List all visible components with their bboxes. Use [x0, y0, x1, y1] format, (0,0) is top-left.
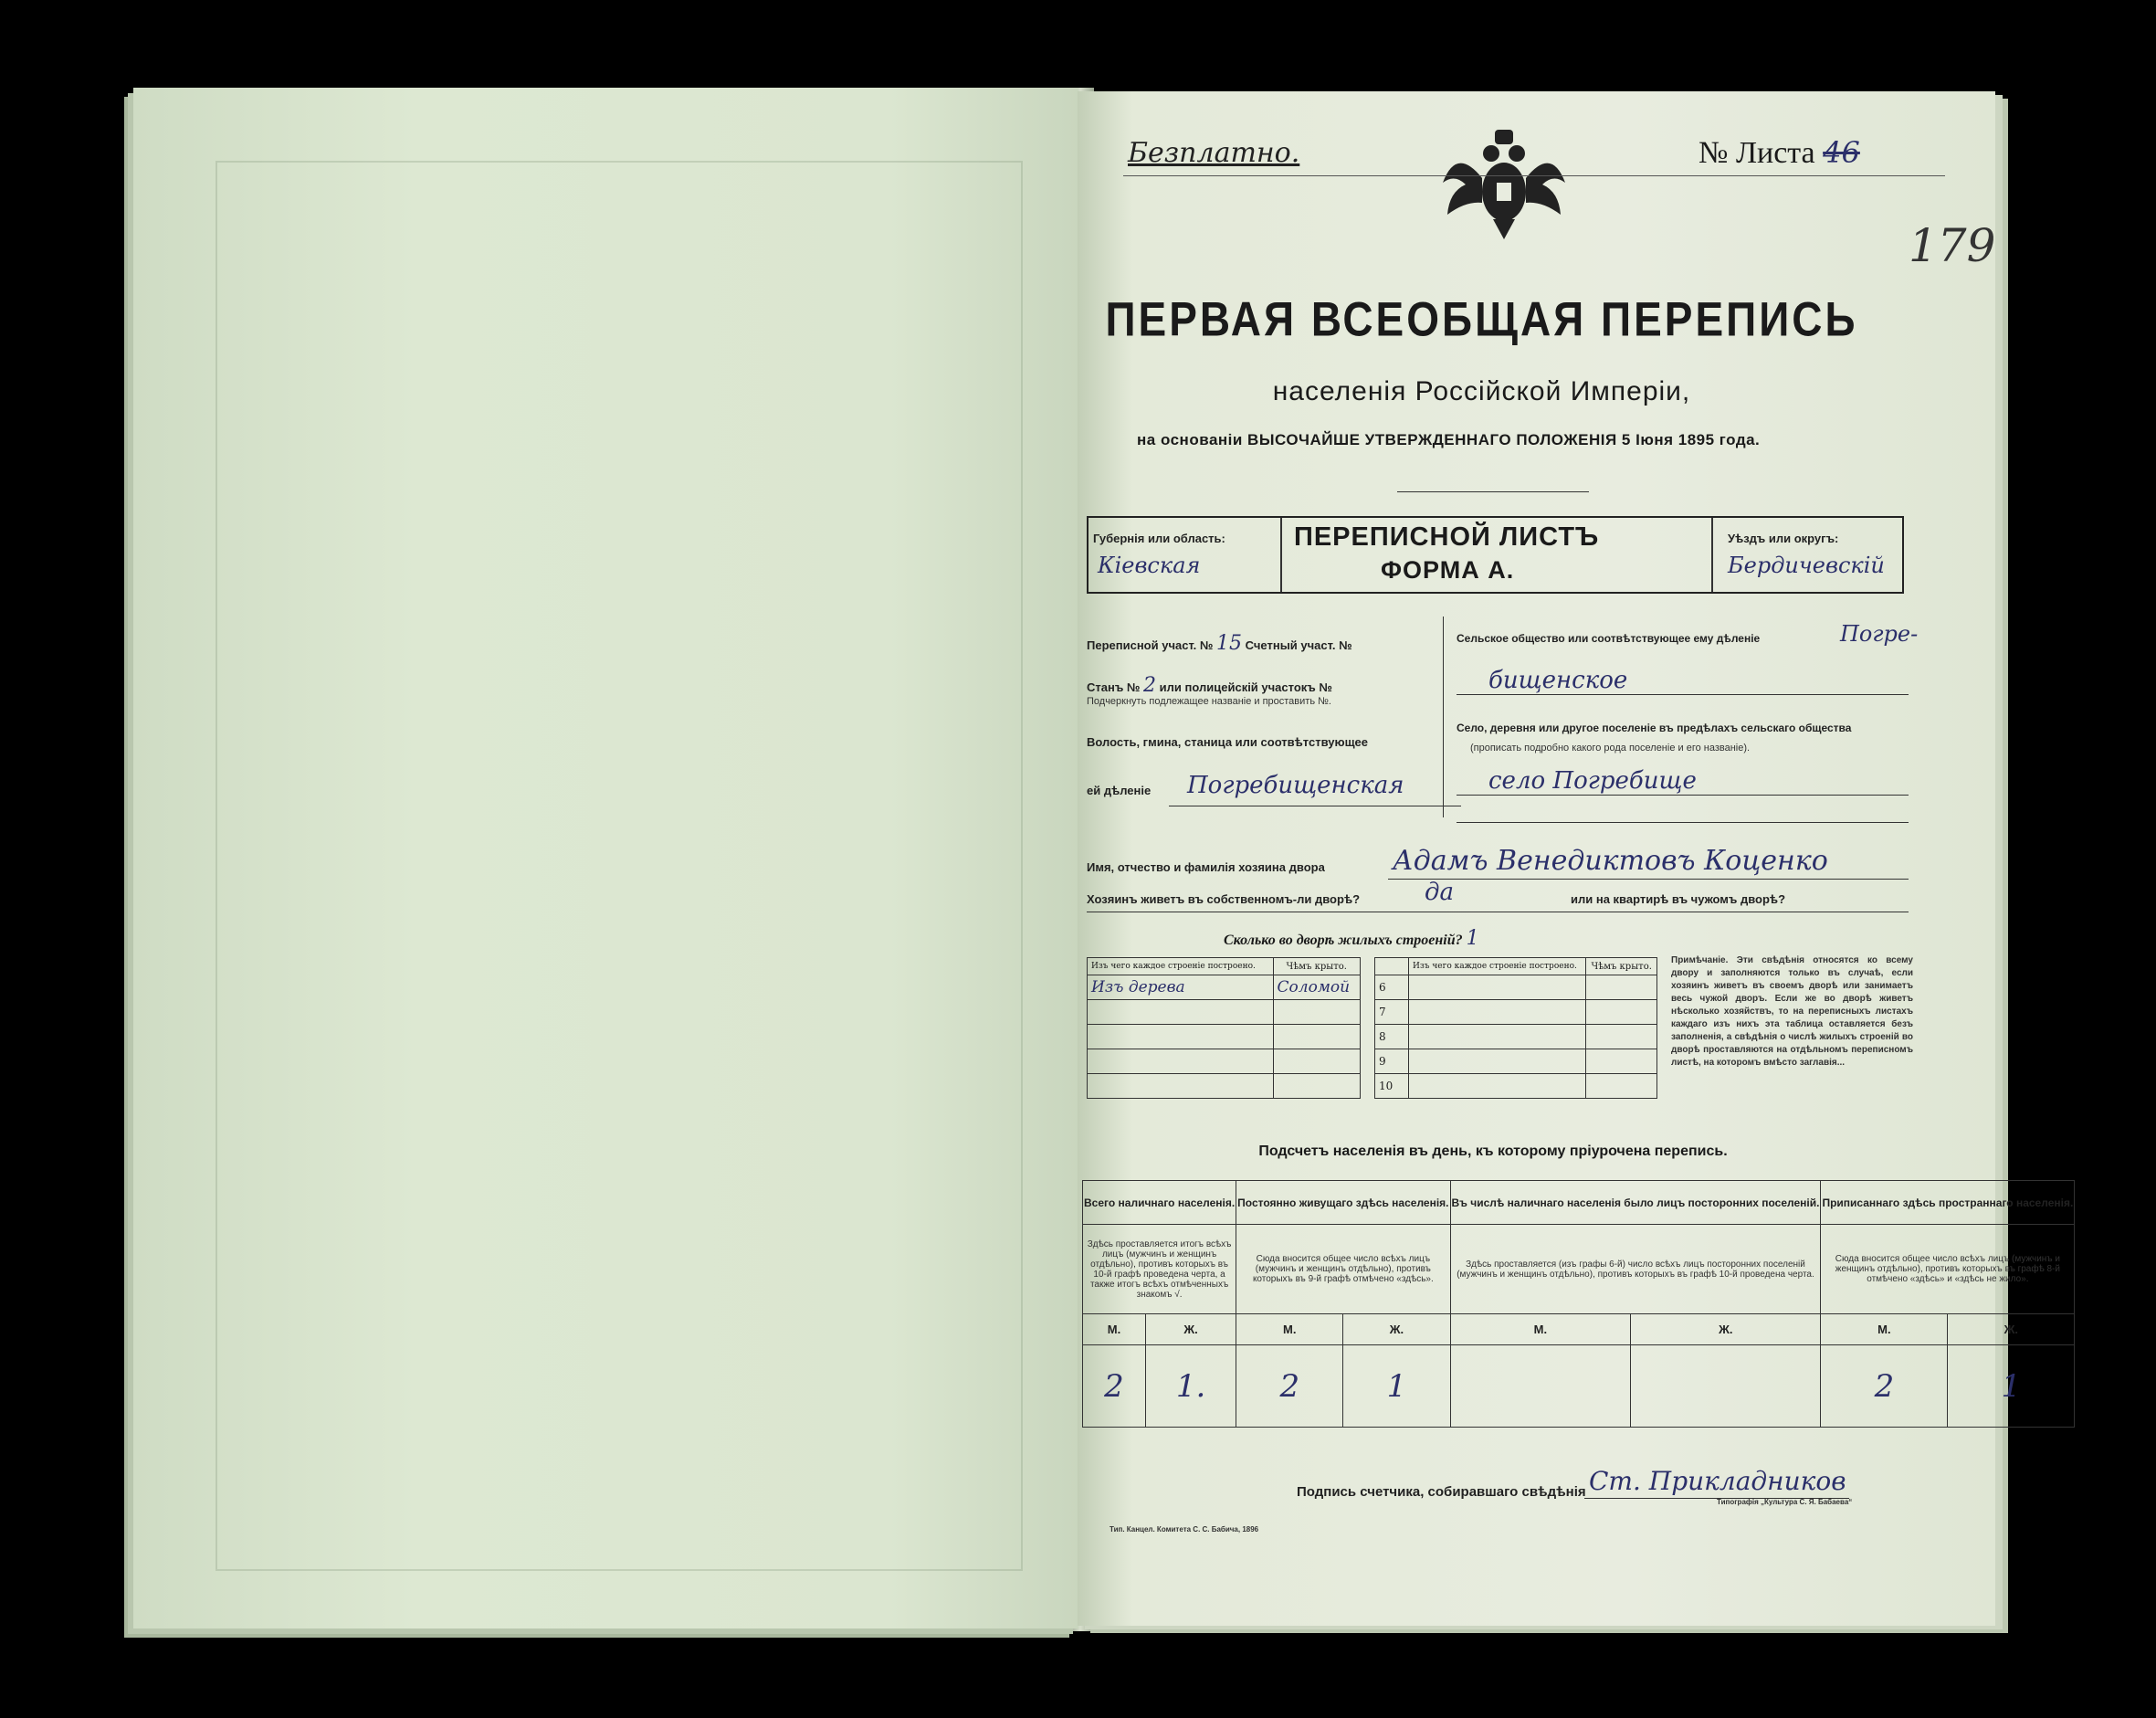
- form-main-title: ПЕРВАЯ ВСЕОБЩАЯ ПЕРЕПИСЬ: [1105, 291, 1858, 346]
- village-value: село Погребище: [1488, 767, 1697, 795]
- owner-underline: [1388, 879, 1909, 880]
- underline-note: Подчеркнуть подлежащее названіе и проставить №.: [1087, 696, 1331, 707]
- tally-header-present: Всего наличнаго населенія.: [1083, 1181, 1236, 1225]
- roof-cell: Соломой: [1273, 975, 1360, 1000]
- table-row: [1375, 1049, 1657, 1074]
- transient-female-count: [1631, 1345, 1821, 1428]
- district-value: Бердичевскій: [1728, 553, 1885, 578]
- signature-value: Ст. Прикладников: [1589, 1466, 1846, 1496]
- stan-value: 2: [1143, 674, 1157, 697]
- volost-label-2: ей дѣленіе: [1087, 784, 1152, 797]
- tally-title: Подсчетъ населенія въ день, къ которому пріурочена перепись.: [1258, 1144, 1728, 1159]
- form-legal-basis: на основаніи ВЫСОЧАЙШЕ УТВЕРЖДЕННАГО ПОЛОЖЕНІЯ 5 Іюня 1895 года.: [1137, 431, 1761, 448]
- material-cell: Изъ дерева: [1088, 975, 1274, 1000]
- row-number: 7: [1375, 1000, 1409, 1025]
- own-yard-value: да: [1425, 879, 1454, 906]
- volost-label: Волость, гмина, станица или соотвѣтствующее: [1087, 735, 1369, 749]
- buildings-table-right: [1374, 957, 1657, 1099]
- form-type-label: ФОРМА А.: [1381, 556, 1515, 584]
- registered-female-count: 1: [1948, 1345, 2075, 1428]
- village-underline: [1457, 795, 1909, 796]
- police-label: или полицейскій участокъ №: [1159, 680, 1332, 694]
- census-district-label: Переписной участ. №: [1087, 638, 1214, 652]
- stan-field: [1087, 674, 1332, 697]
- table-row: [1375, 1025, 1657, 1049]
- sheet-title: ПЕРЕПИСНОЙ ЛИСТЪ: [1294, 522, 1600, 552]
- own-yard-label: Хозяинъ живетъ въ собственномъ-ли дворѣ?: [1087, 892, 1361, 906]
- table-row: [1088, 1049, 1361, 1074]
- census-district-value: 15: [1216, 632, 1243, 655]
- material-cell: [1088, 1074, 1274, 1099]
- census-form-page: [1078, 91, 2074, 1626]
- society-value-1: Погре-: [1840, 621, 1919, 647]
- buildings-table-left: [1087, 957, 1361, 1099]
- female-label: Ж.: [1145, 1314, 1236, 1345]
- table-row: [1088, 975, 1361, 1000]
- tally-header-permanent: Постоянно живущаго здѣсь населенія.: [1236, 1181, 1450, 1225]
- left-page-blank: [133, 88, 1078, 1628]
- table-row: [1088, 1074, 1361, 1099]
- permanent-male-count: 2: [1236, 1345, 1343, 1428]
- rented-label: или на квартирѣ въ чужомъ дворѣ?: [1571, 892, 1786, 906]
- free-label: Безплатно.: [1128, 137, 1300, 169]
- row-number: 10: [1375, 1074, 1409, 1099]
- roof-header: Чѣмъ крыто.: [1273, 958, 1360, 975]
- row-number: 9: [1375, 1049, 1409, 1074]
- tally-header-transient: Въ числѣ наличнаго населенія было лицъ посторонних поселеній.: [1450, 1181, 1821, 1225]
- bleed-through-frame: [216, 161, 1023, 1571]
- tally-desc-registered: Сюда вносится общее число всѣхъ лицъ (мужчинъ и женщинъ отдѣльно), противъ которыхъ въ графѣ 8-й отмѣчено «здѣсь» и «здѣсь не жило».: [1821, 1225, 2075, 1314]
- row-number: 8: [1375, 1025, 1409, 1049]
- buildings-question: [1224, 927, 1479, 950]
- buildings-value: 1: [1466, 927, 1479, 950]
- sheet-number-field: [1699, 135, 1860, 171]
- population-tally-table: [1082, 1180, 2075, 1428]
- archive-number: 179: [1909, 219, 1996, 272]
- owner-value: Адамъ Венедиктовъ Коценко: [1393, 845, 1828, 877]
- tally-header-registered: Приписаннаго здѣсь пространнаго населенія.: [1821, 1181, 2075, 1225]
- fields-column-divider: [1443, 617, 1444, 817]
- material-cell: [1088, 1000, 1274, 1025]
- society-label: Сельское общество или соотвѣтствующее ему дѣленіе: [1457, 632, 1761, 645]
- roof-cell: [1273, 1074, 1360, 1099]
- table-row: [1088, 1000, 1361, 1025]
- printer-imprint-left: Тип. Канцел. Комитета С. С. Бабича, 1896: [1110, 1525, 1259, 1534]
- district-label: Уѣздъ или округъ:: [1728, 532, 1839, 545]
- title-ornament-rule: [1397, 491, 1589, 492]
- count-district-label: Счетный участ. №: [1245, 638, 1352, 652]
- census-district-field: [1087, 632, 1352, 655]
- table-row: [1375, 1000, 1657, 1025]
- row-number: 6: [1375, 975, 1409, 1000]
- male-label: М.: [1083, 1314, 1146, 1345]
- header-rule: [1123, 175, 1945, 176]
- box-divider-right: [1711, 518, 1713, 592]
- male-label: М.: [1821, 1314, 1948, 1345]
- stan-label: Станъ №: [1087, 680, 1141, 694]
- male-label: М.: [1236, 1314, 1343, 1345]
- box-divider-left: [1280, 518, 1282, 592]
- material-header-2: Изъ чего каждое строеніе построено.: [1409, 958, 1586, 975]
- tally-desc-present: Здѣсь проставляется итогъ всѣхъ лицъ (мужчинъ и женщинъ отдѣльно), противъ которыхъ въ 10-й графѣ проведена черта, а также итогъ всѣхъ отмѣченныхъ знакомъ √.: [1083, 1225, 1236, 1314]
- female-label: Ж.: [1948, 1314, 2075, 1345]
- sheet-number-value: 46: [1823, 135, 1860, 170]
- roof-cell: [1273, 1049, 1360, 1074]
- form-header-box: [1087, 516, 1904, 594]
- table-row: [1088, 1025, 1361, 1049]
- transient-male-count: [1450, 1345, 1631, 1428]
- sheet-number-label: № Листа: [1699, 136, 1815, 170]
- registered-male-count: 2: [1821, 1345, 1948, 1428]
- present-male-count: 2: [1083, 1345, 1146, 1428]
- buildings-label: Сколько во дворѣ жилыхъ строеній?: [1224, 933, 1463, 948]
- material-cell: [1088, 1049, 1274, 1074]
- buildings-note: Примѣчаніе. Эти свѣдѣнія относятся ко всему двору и заполняются только въ случаѣ, если хозяинъ живетъ въ своемъ дворѣ или занимаетъ весь чужой дворъ. Если же во дворѣ живетъ нѣсколько хозяйствъ, то на переписныхъ листахъ каждаго изъ нихъ эта таблица оставляется безъ заполненія, а свѣдѣнія о числѣ жилыхъ строеній во дворѣ проставляются на отдѣльномъ переписномъ листѣ, на которомъ вмѣсто заглавія...: [1671, 955, 1913, 1068]
- roof-header-2: Чѣмъ крыто.: [1586, 958, 1657, 975]
- form-subtitle: населенія Россійской Имперіи,: [1272, 376, 1691, 406]
- imperial-eagle-emblem: [1438, 128, 1571, 242]
- signature-label: Подпись счетчика, собиравшаго свѣдѣнія: [1297, 1484, 1586, 1500]
- material-cell: [1088, 1025, 1274, 1049]
- province-value: Кіевская: [1098, 553, 1201, 578]
- table-row: [1375, 975, 1657, 1000]
- printer-imprint-right: Типографія „Культура С. Я. Бабаева“: [1717, 1498, 1853, 1506]
- permanent-female-count: 1: [1343, 1345, 1450, 1428]
- female-label: Ж.: [1343, 1314, 1450, 1345]
- owner-label: Имя, отчество и фамилія хозяина двора: [1087, 860, 1325, 874]
- female-label: Ж.: [1631, 1314, 1821, 1345]
- material-header: Изъ чего каждое строеніе построено.: [1088, 958, 1274, 975]
- society-underline: [1457, 694, 1909, 695]
- village-underline-2: [1457, 822, 1909, 823]
- roof-cell: [1273, 1025, 1360, 1049]
- roof-cell: [1273, 1000, 1360, 1025]
- male-label: М.: [1450, 1314, 1631, 1345]
- village-label: Село, деревня или другое поселеніе въ предѣлахъ сельскаго общества: [1457, 722, 1852, 734]
- tally-desc-transient: Здѣсь проставляется (изъ графы 6-й) число всѣхъ лицъ посторонних поселеній (мужчинъ и женщинъ отдѣльно), противъ которыхъ въ графѣ 10-й проведена черта.: [1450, 1225, 1821, 1314]
- society-value-2: бищенское: [1488, 667, 1628, 694]
- volost-value: Погребищенская: [1187, 772, 1404, 799]
- present-female-count: 1.: [1145, 1345, 1236, 1428]
- table-row: [1375, 1074, 1657, 1099]
- tally-desc-permanent: Сюда вносится общее число всѣхъ лицъ (мужчинъ и женщинъ отдѣльно), противъ которыхъ въ 9-й графѣ отмѣчено «здѣсь».: [1236, 1225, 1450, 1314]
- province-label: Губернія или область:: [1093, 532, 1225, 545]
- village-note: (прописать подробно какого рода поселеніе и его названіе).: [1470, 743, 1751, 754]
